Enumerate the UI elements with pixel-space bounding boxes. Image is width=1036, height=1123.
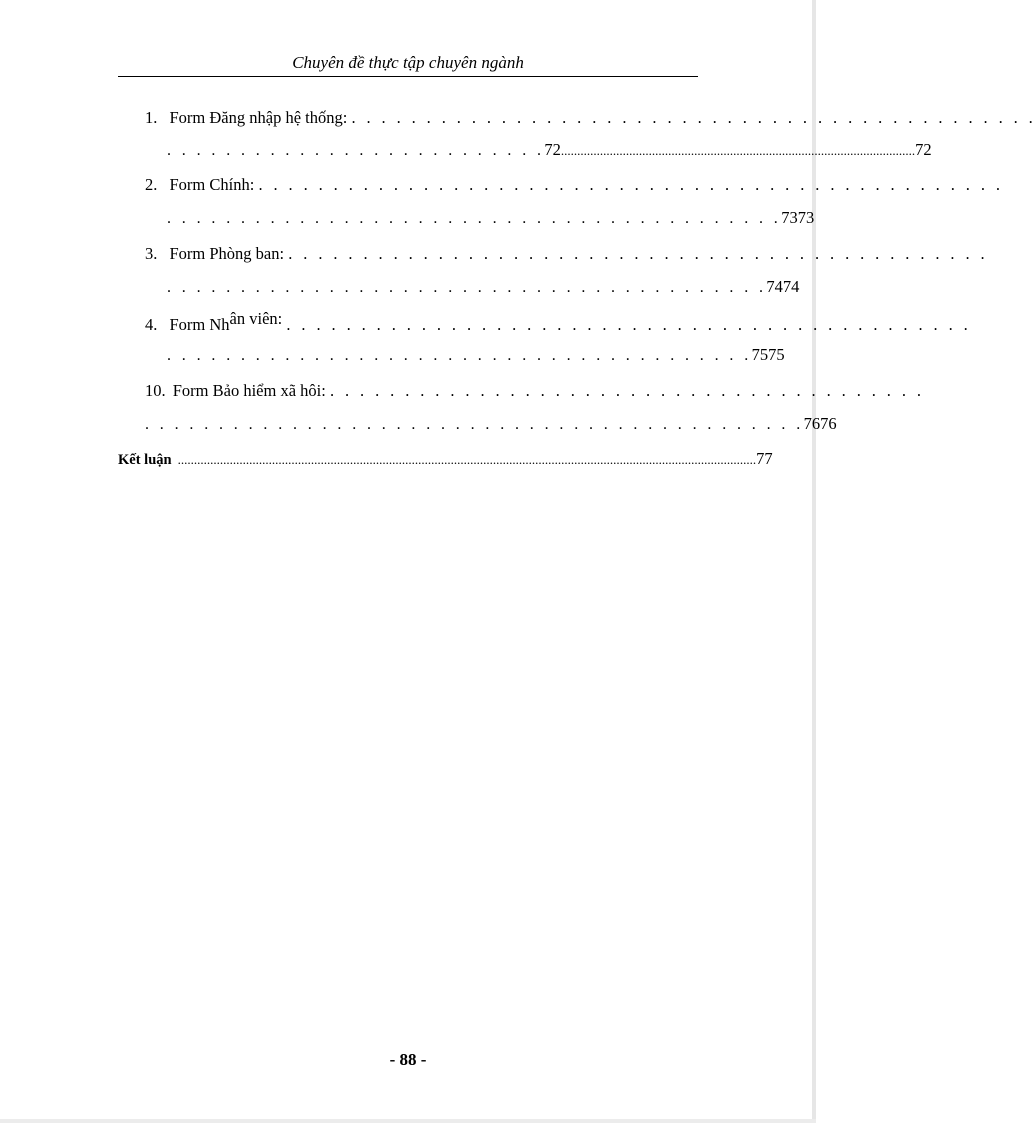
toc-entry-label: Form Chính: (169, 175, 255, 194)
toc-conclusion-label: Kết luận (118, 452, 172, 468)
toc-entry-3-continuation (167, 277, 800, 297)
dot-leader: . . . . . . . . . . . . . . . . . . . . . . . . . . . . . . . . . . . . . . . . . . . . . (145, 416, 804, 433)
dot-leader: .................................................................................................................................................................................. (177, 452, 757, 467)
toc-entry-number: 3. (145, 244, 158, 263)
toc-entry-label: Form Nh (169, 315, 230, 334)
dot-leader: . . . . . . . . . . . . . . . . . . . . . . . . . . . . . . . . . . . . . . . . . (167, 279, 767, 296)
toc-entry-4 (145, 309, 972, 337)
toc-page-number: 74 (782, 277, 800, 296)
toc-entry-10-continuation (145, 414, 837, 434)
toc-entry-2-continuation (167, 208, 815, 228)
dot-leader: . . . . . . . . . . . . . . . . . . . . . . . . . . . . . . . . . . . . . . . . . . . . . . (351, 108, 1036, 127)
running-header: Chuyên đề thực tập chuyên ngành (292, 53, 524, 72)
toc-inner-page-number: 72 (544, 140, 561, 159)
dot-leader: . . . . . . . . . . . . . . . . . . . . . . . . . . . . . . . . . . . . . . . . . . . . . . . . . . (258, 175, 1004, 194)
toc-inner-page-number: 74 (766, 277, 783, 296)
toc-entry-number: 4. (145, 315, 158, 334)
page-edge-shadow-bottom (0, 1119, 816, 1123)
toc-entry-2 (145, 175, 1004, 195)
dot-leader: . . . . . . . . . . . . . . . . . . . . . . . . . . . . . . . . . . . . . . . . . . . . . . . (288, 244, 989, 263)
toc-entry-1-continuation (167, 140, 932, 160)
toc-page-number: 72 (915, 140, 932, 159)
toc-inner-page-number: 76 (803, 414, 821, 433)
toc-entry-label: Form Bảo hiểm xã hôi: (172, 381, 326, 400)
toc-page-number: 76 (820, 414, 837, 433)
toc-entry-number: 2. (145, 175, 158, 194)
toc-entry-number: 10. (145, 381, 166, 400)
dot-leader: . . . . . . . . . . . . . . . . . . . . . . . . . . . . . . . . . . . . . . . . (167, 347, 752, 364)
dot-leader: . . . . . . . . . . . . . . . . . . . . . . . . . . . . . . . . . . . . . . . . . . . . . . (286, 315, 972, 334)
toc-inner-page-number: 75 (751, 345, 769, 364)
toc-entry-label-raised: ân viên: (229, 309, 283, 328)
toc-conclusion-page: 77 (756, 449, 773, 468)
toc-entry-label: Form Đăng nhập hệ thống: (169, 108, 348, 127)
toc-page-number: 75 (768, 345, 785, 364)
toc-conclusion (118, 449, 773, 469)
toc-entry-1 (145, 108, 1036, 128)
toc-entry-4-continuation (167, 345, 785, 365)
toc-entry-label: Form Phòng ban: (169, 244, 285, 263)
toc-entry-3 (145, 244, 989, 264)
header-rule (118, 76, 698, 77)
dot-leader: . . . . . . . . . . . . . . . . . . . . . . . . . . . . . . . . . . . . . . . . . . (167, 210, 782, 227)
dot-leader: ............................................................................................................. (560, 143, 916, 158)
toc-entry-10 (145, 381, 925, 401)
page-edge-shadow (812, 0, 816, 1123)
toc-page-number: 73 (797, 208, 815, 227)
dot-leader: . . . . . . . . . . . . . . . . . . . . . . . . . . . . . . . . . . . . . . . . (329, 381, 925, 400)
page-number-footer: - 88 - (389, 1050, 427, 1069)
toc-entry-number: 1. (145, 108, 158, 127)
toc-inner-page-number: 73 (781, 208, 798, 227)
dot-leader: . . . . . . . . . . . . . . . . . . . . . . . . . . (167, 142, 545, 159)
